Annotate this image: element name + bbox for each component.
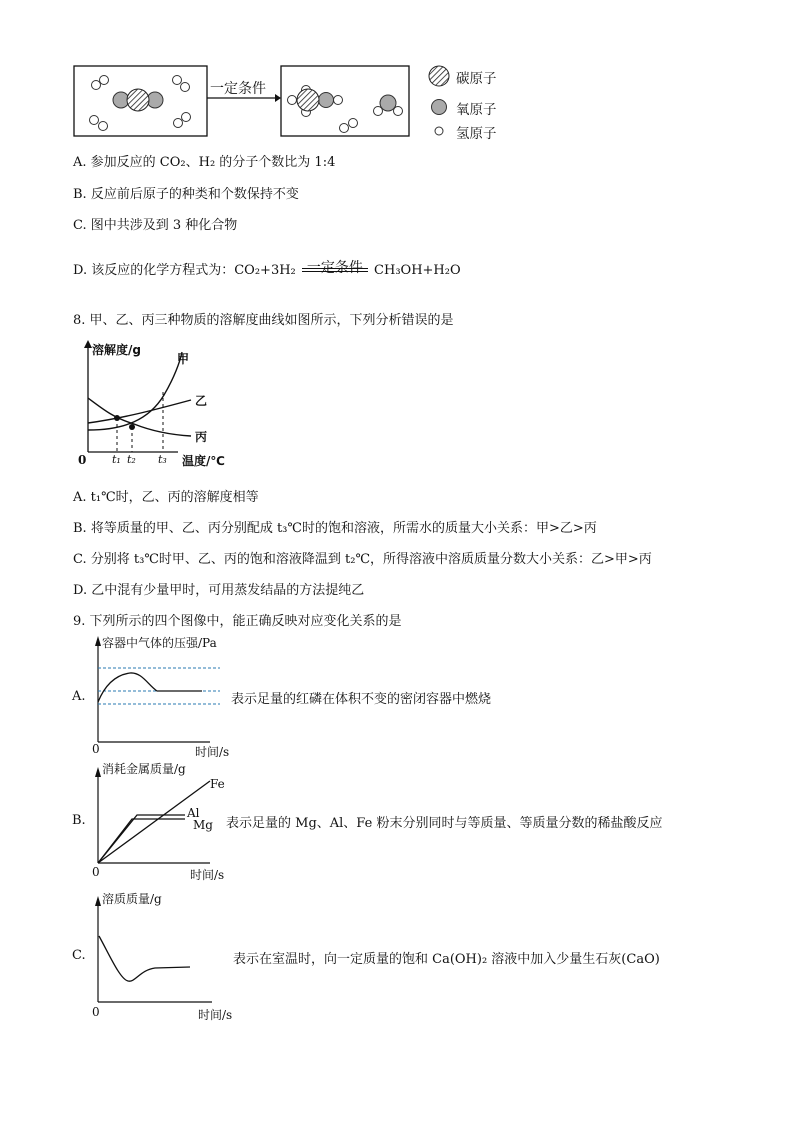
hydrogen-atom bbox=[394, 107, 403, 116]
option-letter: D. bbox=[73, 263, 88, 278]
q7-option-b bbox=[73, 183, 299, 202]
option-text: 将等质量的甲、乙、丙分别配成 t₃℃时的饱和溶液，所需水的质量大小关系：甲>乙>丙 bbox=[90, 521, 597, 536]
hydrogen-atom bbox=[173, 76, 182, 85]
option-letter: C. bbox=[73, 218, 87, 233]
series-label-al: Al bbox=[187, 806, 200, 820]
pressure-curve bbox=[98, 673, 202, 702]
q9-graph-b bbox=[60, 757, 240, 885]
equation-products: CH₃OH+H₂O bbox=[374, 263, 461, 278]
hydrogen-atom bbox=[181, 83, 190, 92]
hydrogen-atom bbox=[288, 96, 297, 105]
carbon-atom bbox=[297, 89, 319, 111]
legend-hydrogen-swatch bbox=[435, 127, 443, 135]
legend-oxygen-swatch bbox=[432, 100, 447, 115]
solubility-chart-svg bbox=[74, 340, 244, 470]
option-text: t₁℃时，乙、丙的溶解度相等 bbox=[90, 490, 259, 505]
y-axis-label: 溶解度/g bbox=[92, 343, 141, 357]
oxygen-atom bbox=[380, 95, 396, 111]
graph-c-letter: C. bbox=[72, 948, 86, 963]
graph-c-xlabel: 时间/s bbox=[198, 1008, 233, 1022]
origin-label: 0 bbox=[78, 453, 87, 467]
option-letter: A. bbox=[73, 490, 87, 505]
option-letter: D. bbox=[73, 583, 88, 598]
q8-option-a bbox=[73, 486, 259, 505]
curve-jia bbox=[88, 352, 182, 430]
option-text: 该反应的化学方程式为：CO₂+3H₂ bbox=[91, 263, 296, 278]
reaction-diagram-svg bbox=[70, 60, 520, 145]
oxygen-atom bbox=[319, 93, 334, 108]
y-axis-arrow bbox=[84, 340, 92, 348]
intersection-point bbox=[114, 415, 120, 421]
hydrogen-atom bbox=[182, 113, 191, 122]
option-letter: B. bbox=[73, 521, 87, 536]
series-label-mg: Mg bbox=[193, 818, 213, 832]
hydrogen-atom bbox=[99, 122, 108, 131]
graph-b-ylabel: 消耗金属质量/g bbox=[102, 762, 186, 776]
graph-b-desc: 表示足量的 Mg、Al、Fe 粉末分别同时与等质量、等质量分数的稀盐酸反应 bbox=[226, 816, 663, 831]
option-letter: C. bbox=[73, 552, 87, 567]
q8-option-c bbox=[73, 548, 652, 567]
option-text: 反应前后原子的种类和个数保持不变 bbox=[90, 187, 299, 202]
series-label-fe: Fe bbox=[210, 777, 225, 791]
option-text: 图中共涉及到 3 种化合物 bbox=[90, 218, 238, 233]
graph-a-ylabel: 容器中气体的压强/Pa bbox=[102, 636, 217, 650]
equation-condition-text: 一定条件 bbox=[306, 260, 363, 276]
graph-c-desc: 表示在室温时，向一定质量的饱和 Ca(OH)₂ 溶液中加入少量生石灰(CaO) bbox=[233, 952, 660, 967]
graph-c-ylabel: 溶质质量/g bbox=[102, 892, 162, 906]
q8-option-b bbox=[73, 517, 597, 536]
option-text: 乙中混有少量甲时，可用蒸发结晶的方法提纯乙 bbox=[91, 583, 365, 598]
tick-t2: t₂ bbox=[127, 453, 136, 466]
q8-stem: 8. 甲、乙、丙三种物质的溶解度曲线如图所示，下列分析错误的是 bbox=[73, 313, 454, 328]
al-curve bbox=[98, 815, 185, 863]
q9-stem: 9. 下列所示的四个图像中，能正确反映对应变化关系的是 bbox=[73, 614, 402, 629]
q7-option-a bbox=[73, 151, 335, 170]
graph-a-desc: 表示足量的红磷在体积不变的密闭容器中燃烧 bbox=[231, 692, 492, 707]
graph-b-origin: 0 bbox=[92, 865, 100, 879]
y-axis-arrow bbox=[95, 636, 101, 646]
reaction-diagram bbox=[70, 60, 520, 145]
graph-b-xlabel: 时间/s bbox=[190, 868, 225, 882]
solubility-chart bbox=[74, 340, 244, 470]
legend-carbon-swatch bbox=[429, 66, 449, 86]
q8-option-d bbox=[73, 579, 364, 598]
hydrogen-atom bbox=[340, 124, 349, 133]
graph-a-xlabel: 时间/s bbox=[195, 745, 230, 759]
legend-oxygen-label: 氧原子 bbox=[456, 102, 497, 118]
q7-option-c bbox=[73, 214, 237, 233]
x-axis-label: 温度/℃ bbox=[182, 454, 225, 468]
reaction-condition: 一定条件 bbox=[210, 81, 266, 97]
series-label-yi: 乙 bbox=[195, 394, 208, 408]
tick-t1: t₁ bbox=[112, 453, 121, 466]
graph-a-origin: 0 bbox=[92, 742, 100, 756]
intersection-point bbox=[129, 424, 135, 430]
hydrogen-atom bbox=[100, 76, 109, 85]
hydrogen-atom bbox=[92, 81, 101, 90]
series-label-jia: 甲 bbox=[177, 352, 190, 366]
tick-t3: t₃ bbox=[158, 453, 167, 466]
hydrogen-atom bbox=[349, 119, 358, 128]
hydrogen-atom bbox=[334, 96, 343, 105]
option-text: 分别将 t₃℃时甲、乙、丙的饱和溶液降温到 t₂℃，所得溶液中溶质质量分数大小关系：乙>甲>丙 bbox=[90, 552, 652, 567]
option-letter: A. bbox=[73, 155, 87, 170]
graph-a-letter: A. bbox=[72, 689, 86, 704]
option-text: 参加反应的 CO₂、H₂ 的分子个数比为 1:4 bbox=[90, 155, 336, 170]
y-axis-arrow bbox=[95, 896, 101, 906]
q7-option-d bbox=[73, 259, 461, 278]
solute-curve bbox=[99, 936, 190, 981]
q9-graph-c bbox=[60, 884, 250, 1024]
y-axis-arrow bbox=[95, 767, 101, 777]
arrow-head bbox=[275, 94, 281, 102]
legend-carbon-label: 碳原子 bbox=[456, 71, 497, 87]
hydrogen-atom bbox=[90, 116, 99, 125]
graph-b-letter: B. bbox=[72, 813, 86, 828]
graph-c-origin: 0 bbox=[92, 1005, 100, 1019]
carbon-atom bbox=[127, 89, 149, 111]
mg-curve bbox=[98, 819, 185, 863]
series-label-bing: 丙 bbox=[195, 430, 208, 444]
hydrogen-atom bbox=[174, 119, 183, 128]
option-letter: B. bbox=[73, 187, 87, 202]
q9-graph-a bbox=[60, 630, 260, 760]
hydrogen-atom bbox=[374, 107, 383, 116]
legend-hydrogen-label: 氢原子 bbox=[456, 126, 497, 142]
